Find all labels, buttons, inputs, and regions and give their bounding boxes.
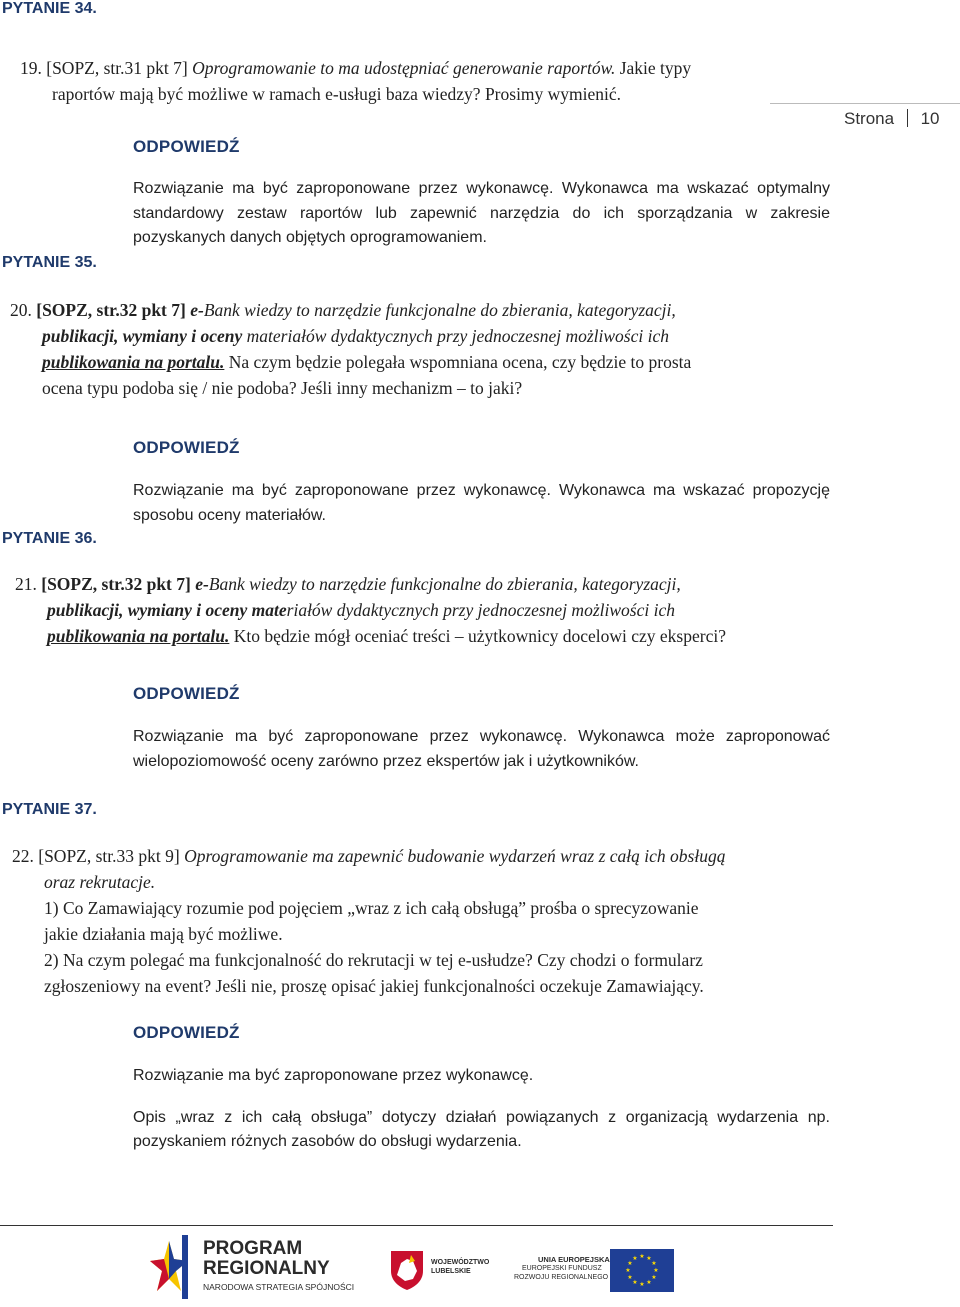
svg-text:★: ★ bbox=[646, 1279, 652, 1286]
footer-rule bbox=[0, 1225, 833, 1226]
eu-line: UNIA EUROPEJSKA bbox=[538, 1255, 610, 1264]
question-text: Na czym będzie polegała wspomniana ocena, czy będzie to prosta bbox=[228, 352, 692, 372]
question-ref: [SOPZ, str.32 pkt 7] bbox=[41, 574, 191, 594]
question-bold: publikacji, wymiany i oceny mate bbox=[47, 600, 287, 620]
question-ref: [SOPZ, str.32 pkt 7] bbox=[36, 300, 186, 320]
question-ref: [SOPZ, str.31 pkt 7] bbox=[46, 58, 188, 78]
answer-paragraph: Rozwiązanie ma być zaproponowane przez wykonawcę. Wykonawca ma wskazać optymalny standardowy zestaw raportów lub zapewnić narzędzia do ich sporządzania w zakresie pozyskanych danych objętych oprogramowaniem. bbox=[133, 180, 830, 246]
question-number: 19. bbox=[20, 58, 42, 78]
question-italic: Oprogramowanie ma zapewnić budowanie wydarzeń wraz z całą ich obsługą bbox=[184, 846, 726, 866]
question-heading: PYTANIE 35. bbox=[2, 254, 97, 271]
page-number-value: 10 bbox=[920, 109, 940, 128]
question-italic: Bank wiedzy to narzędzie funkcjonalne do zbierania, kategoryzacji, bbox=[203, 300, 676, 320]
question-image-text bbox=[20, 55, 800, 107]
question-italic: materiałów dydaktycznych przy jednoczesnej możliwości ich bbox=[246, 326, 669, 346]
answer-text bbox=[133, 725, 830, 774]
program-regionalny-logo bbox=[148, 1235, 363, 1299]
answer-paragraph: Rozwiązanie ma być zaproponowane przez wykonawcę. Wykonawca może zaproponować wielopoziomowość oceny zarówno przez ekspertów jak i użytkowników. bbox=[133, 728, 830, 770]
eu-line: EUROPEJSKI FUNDUSZ bbox=[522, 1265, 602, 1272]
answer-label: ODPOWIEDŹ bbox=[133, 684, 240, 703]
question-italic: riałów dydaktycznych przy jednoczesnej możliwości ich bbox=[286, 600, 675, 620]
page-number bbox=[844, 109, 939, 129]
question-line: zgłoszeniowy na event? Jeśli nie, proszę opisać jakiej funkcjonalności oczekuje Zamawiający. bbox=[44, 976, 704, 996]
question-heading: PYTANIE 36. bbox=[2, 530, 97, 547]
question-line: 2) Na czym polegać ma funkcjonalność do rekrutacji w tej e-usłudze? Czy chodzi o formularz bbox=[44, 950, 703, 970]
coat-of-arms-icon bbox=[389, 1249, 425, 1291]
question-text: Kto będzie mógł oceniać treści – użytkownicy docelowi czy eksperci? bbox=[233, 626, 726, 646]
question-line: 1) Co Zamawiający rozumie pod pojęciem „wraz z ich całą obsługą” prośba o sprecyzowanie bbox=[44, 898, 699, 918]
question-image-text bbox=[12, 843, 832, 999]
svg-text:★: ★ bbox=[651, 1274, 657, 1281]
answer-paragraph: Rozwiązanie ma być zaproponowane przez wykonawcę. bbox=[133, 1067, 534, 1084]
lubelskie-logo bbox=[389, 1249, 499, 1293]
question-bold: publikacji, wymiany i oceny bbox=[42, 326, 243, 346]
answer-paragraph: Opis „wraz z ich całą obsługa” dotyczy działań powiązanych z organizacją wydarzenia np. pozyskaniem różnych zasobów do obsługi wydarzenia. bbox=[133, 1108, 830, 1150]
answer-paragraph: Rozwiązanie ma być zaproponowane przez wykonawcę. Wykonawca ma wskazać propozycję sposobu oceny materiałów. bbox=[133, 482, 830, 524]
question-image-text bbox=[10, 297, 810, 401]
question-ref: [SOPZ, str.33 pkt 9] bbox=[38, 846, 180, 866]
region-line: WOJEWÓDZTWO bbox=[431, 1259, 490, 1266]
program-line: REGIONALNY bbox=[203, 1258, 330, 1279]
question-line: ocena typu podoba się / nie podoba? Jeśli inny mechanizm – to jaki? bbox=[42, 378, 523, 398]
nss-star-icon bbox=[148, 1235, 190, 1299]
svg-text:★: ★ bbox=[627, 1274, 633, 1281]
answer-text bbox=[133, 1064, 830, 1155]
question-heading: PYTANIE 34. bbox=[2, 0, 97, 17]
question-number: 22. bbox=[12, 846, 34, 866]
question-image-text bbox=[15, 571, 815, 649]
question-bold: e- bbox=[195, 574, 209, 594]
question-heading: PYTANIE 37. bbox=[2, 801, 97, 818]
svg-text:★: ★ bbox=[653, 1267, 659, 1274]
svg-text:★: ★ bbox=[639, 1253, 645, 1260]
region-line: LUBELSKIE bbox=[431, 1268, 471, 1275]
question-number: 21. bbox=[15, 574, 37, 594]
svg-text:★: ★ bbox=[639, 1281, 645, 1288]
answer-text bbox=[133, 177, 830, 251]
answer-label: ODPOWIEDŹ bbox=[133, 438, 240, 457]
svg-text:★: ★ bbox=[646, 1255, 652, 1262]
eu-flag-icon bbox=[610, 1249, 674, 1292]
question-bold: e- bbox=[190, 300, 204, 320]
question-italic: Bank wiedzy to narzędzie funkcjonalne do zbierania, kategoryzacji, bbox=[208, 574, 681, 594]
answer-text bbox=[133, 479, 830, 528]
svg-text:★: ★ bbox=[632, 1279, 638, 1286]
svg-text:★: ★ bbox=[627, 1260, 633, 1267]
question-text: Jakie typy bbox=[619, 58, 692, 78]
eu-logo bbox=[512, 1249, 677, 1293]
question-line: jakie działania mają być możliwe. bbox=[44, 924, 283, 944]
svg-text:★: ★ bbox=[651, 1260, 657, 1267]
svg-text:★: ★ bbox=[625, 1267, 631, 1274]
answer-label: ODPOWIEDŹ bbox=[133, 137, 240, 156]
program-line: PROGRAM bbox=[203, 1238, 303, 1259]
question-line: oraz rekrutacje. bbox=[44, 872, 156, 892]
question-number: 20. bbox=[10, 300, 32, 320]
question-line: raportów mają być możliwe w ramach e-usługi baza wiedzy? Prosimy wymienić. bbox=[52, 84, 622, 104]
eu-line: ROZWOJU REGIONALNEGO bbox=[514, 1274, 609, 1281]
program-subline: NARODOWA STRATEGIA SPÓJNOŚCI bbox=[203, 1282, 355, 1292]
page-label: Strona bbox=[844, 109, 895, 128]
question-underlined: publikowania na portalu. bbox=[42, 352, 225, 372]
answer-label: ODPOWIEDŹ bbox=[133, 1023, 240, 1042]
svg-text:★: ★ bbox=[632, 1255, 638, 1262]
question-underlined: publikowania na portalu. bbox=[47, 626, 230, 646]
question-italic: Oprogramowanie to ma udostępniać generowanie raportów. bbox=[192, 58, 616, 78]
